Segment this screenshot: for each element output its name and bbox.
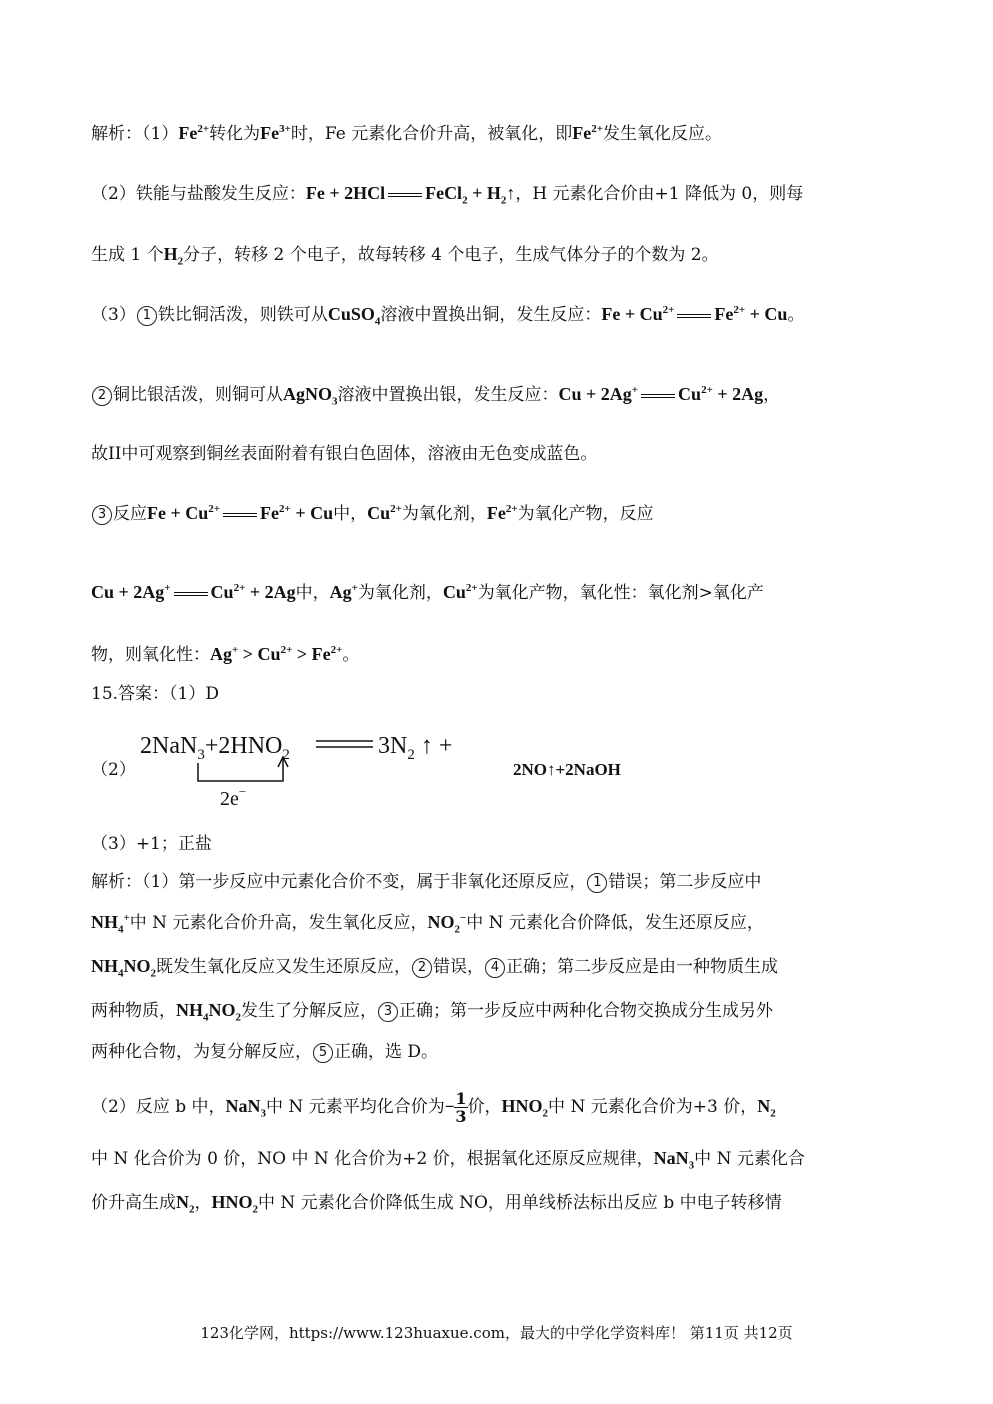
circled-number-2: 2 (412, 958, 432, 978)
analysis-line-2: （2）铁能与盐酸发生反应：Fe + 2HCl FeCl$_2$ + $H_2↑$，H 元素化合价由+1 降低为 0，则每 (91, 183, 804, 207)
analysis-line-9: 物，则氧化性：$Ag^+ > Cu^{2+} > Fe^{2+}$。 (91, 644, 360, 665)
circled-number-1: 1 (587, 873, 607, 893)
circled-number-5: 5 (313, 1043, 333, 1063)
analysis-15-line-3: $NH_4NO_2$既发生氧化反应又发生还原反应， 2 错误， 4 正确；第二步反应是由一种物质生成 (91, 956, 778, 980)
fraction-one-third: $\frac{1}{3}$ (455, 1089, 467, 1126)
analysis-line-7: 3 反应$Fe + Cu^{2+}$ $Fe^{2+} + Cu$中，$Cu^{2+}$为氧化剂，$Fe^{2+}$为氧化产物，反应 (91, 500, 903, 527)
svg-text:2e−: 2e− (220, 784, 247, 810)
equation-products-tail: 2NO↑+2NaOH (513, 760, 621, 779)
analysis-line-6: 故II中可观察到铜丝表面附着有银白色固体，溶液由无色变成蓝色。 (91, 444, 598, 464)
answer-15-part-2: （2） (91, 760, 136, 780)
svg-text:3N2 ↑ +: $3N_2$ ↑ + (378, 733, 453, 763)
analysis-line-1: 解析：$(1)Fe^{2+}$转化为$Fe^{3+}$时，Fe 元素化合价升高，被氧化，即$Fe^{2+}$发生氧化反应。 (91, 123, 722, 144)
analysis-line-5: 2 铜比银活泼，则铜可从AgNO$_3$溶液中置换出银，发生反应：Cu + 2Ag+ $Cu^{2+} + 2Ag$， (91, 381, 903, 408)
svg-text:2NaN3+2HNO2: $2NaN_3+2HNO_2$ (140, 733, 290, 763)
analysis-15-line-6: （2）反应 b 中，NaN$_3$中 N 元素平均化合价为− $\frac{1}{3}$ 价，$HNO_2$中 N 元素化合价为+3 价，$N_2$ (91, 1089, 776, 1126)
circled-number-4: 4 (485, 958, 505, 978)
page-footer: 123化学网，https://www.123huaxue.com，最大的中学化学资料库！ 第11页 共12页 (200, 1324, 793, 1342)
analysis-line-3: 生成 1 个$H_2$分子，转移 2 个电子，故每转移 4 个电子，生成气体分子的个数为 2。 (91, 244, 719, 268)
circled-number-2: 2 (92, 386, 112, 406)
analysis-15-line-4: 两种物质，$NH_4NO_2$发生了分解反应， 3 正确；第一步反应中两种化合物交换成分生成另外 (91, 1000, 773, 1024)
analysis-line-8: Cu + 2Ag+ $Cu^{2+} + 2Ag$中，Ag+为氧化剂，$Cu^{2+}$为氧化产物，氧化性：氧化剂>氧化产 (91, 582, 764, 603)
answer-15-part-3: （3）+1；正盐 (91, 834, 212, 854)
answer-15-heading: 15.答案：（1）D (91, 684, 219, 704)
analysis-15-line-1: 解析：（1）第一步反应中元素化合价不变，属于非氧化还原反应， 1 错误；第二步反应中 (91, 872, 762, 892)
circled-number-3: 3 (378, 1002, 398, 1022)
analysis-15-line-7: 中 N 化合价为 0 价，NO 中 N 化合价为+2 价，根据氧化还原反应规律，NaN$_3$中 N 元素化合 (91, 1148, 805, 1172)
single-line-bridge-diagram (135, 725, 485, 815)
circled-number-3: 3 (92, 505, 112, 525)
analysis-line-4: （3） 1 铁比铜活泼，则铁可从CuSO$_4$溶液中置换出铜，发生反应：$Fe + Cu^{2+}$ $Fe^{2+} + Cu$。 (91, 304, 805, 328)
circled-number-1: 1 (137, 306, 157, 326)
analysis-15-line-8: 价升高生成$N_2$，$HNO_2$中 N 元素化合价降低生成 NO，用单线桥法标出反应 b 中电子转移情 (91, 1192, 782, 1216)
analysis-15-line-2: $NH_4^+$中 N 元素化合价升高，发生氧化反应，$NO_2^-$中 N 元素化合价降低，发生还原反应， (91, 912, 764, 936)
analysis-15-line-5: 两种化合物，为复分解反应， 5 正确，选 D。 (91, 1042, 439, 1062)
